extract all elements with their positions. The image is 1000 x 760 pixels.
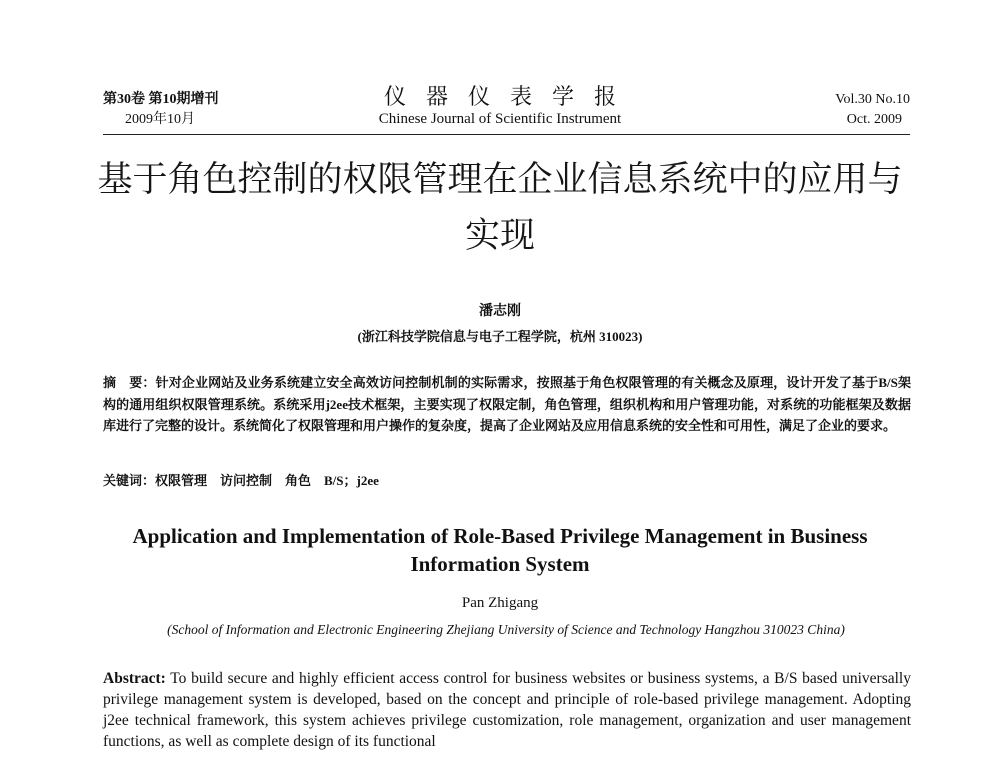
author-cn: 潘志刚 [479, 304, 521, 319]
affiliation-en: (School of Information and Electronic Engineering Zhejiang University of Science and Technology Hangzhou 310023 China) [167, 622, 845, 637]
journal-name-cn: 仪器仪表学报 [383, 84, 636, 109]
abstract-cn-label: 摘 要： [103, 375, 156, 390]
volume-issue-en: Vol.30 No.10 [835, 92, 910, 107]
abstract-cn-text: 针对企业网站及业务系统建立安全高效访问控制机制的实际需求，按照基于角色权限管理的有关概念及原理，设计开发了基于B/S架构的通用组织权限管理系统。系统采用j2ee技术框架，主要实现了权限定制，角色管理，组织机构和用户管理功能，对系统的功能框架及数据库进行了完整的设计。系统简化了权限管理和用户操作的复杂度，提高了企业网站及应用信息系统的安全性和可用性，满足了企业的要求。 [103, 375, 911, 433]
affiliation-cn: (浙江科技学院信息与电子工程学院，杭州 310023) [357, 329, 643, 344]
publication-date-en: Oct. 2009 [846, 112, 902, 127]
abstract-cn [103, 372, 911, 437]
keywords-cn-text: 权限管理 访问控制 角色 B/S；j2ee [155, 473, 379, 488]
author-en: Pan Zhigang [461, 595, 539, 611]
journal-volume-info [103, 90, 219, 130]
publication-date-cn: 2009年10月 [125, 112, 195, 127]
header-divider [103, 134, 910, 135]
paper-title-cn: 基于角色控制的权限管理在企业信息系统中的应用与实现 [97, 160, 903, 256]
volume-issue: 第30卷 第10期增刊 [103, 92, 219, 107]
abstract-en [103, 668, 911, 752]
journal-name-en: Chinese Journal of Scientific Instrument [378, 111, 622, 127]
keywords-cn [103, 470, 911, 489]
abstract-en-text: To build secure and highly efficient access control for business websites or business systems, a B/S based universally privilege management system is developed, based on the concept and principle of role-based privilege management. Adopting j2ee technical framework, this system achieves privilege customization, role management, organization and user management functions, as well as complete design of its functional [103, 670, 911, 750]
abstract-en-label: Abstract: [103, 670, 166, 687]
paper-title-en: Application and Implementation of Role-Based Privilege Management in Business Information System [132, 524, 868, 576]
journal-name [330, 86, 670, 130]
journal-volume-info-en [835, 90, 910, 130]
keywords-cn-label: 关键词： [103, 473, 156, 488]
